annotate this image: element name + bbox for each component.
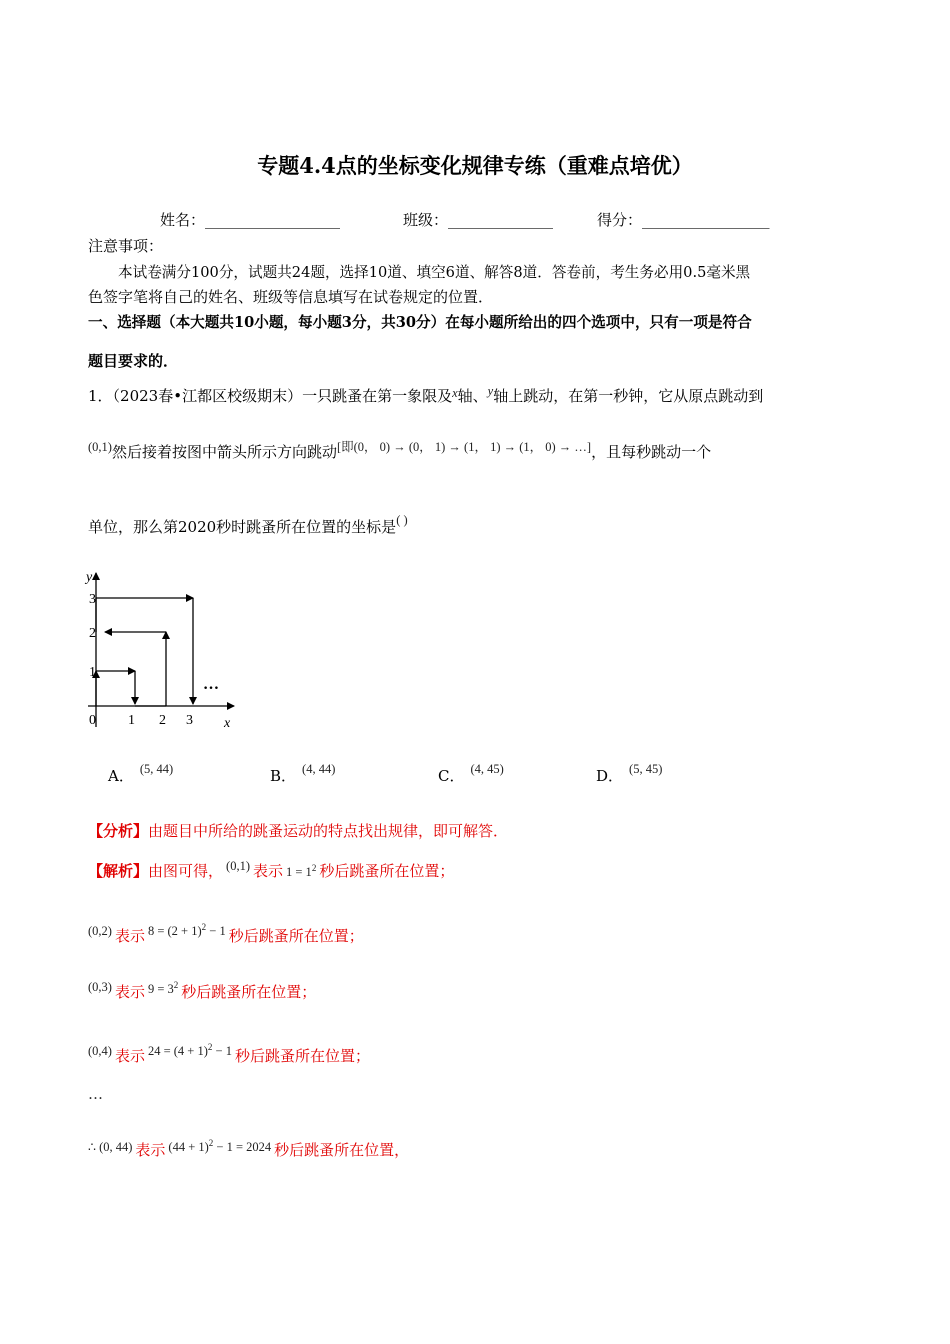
class-field[interactable] bbox=[403, 209, 553, 230]
origin-label: 0 bbox=[89, 713, 96, 728]
analysis-text: 由题目中所给的跳蚤运动的特点找出规律，即可解答． bbox=[148, 822, 509, 840]
analysis-label: 【分析】 bbox=[88, 822, 149, 840]
notice-line-2: 色签字笔将自己的姓名、班级等信息填写在试卷规定的位置． bbox=[88, 288, 494, 306]
option-a-value: (5, 44) bbox=[139, 762, 174, 776]
score-field[interactable] bbox=[597, 209, 770, 230]
solution-line-3: $^{(0,3)}$ 表示 $^{9 = 3^2}$ 秒后跳蚤所在位置； bbox=[88, 980, 317, 1002]
question-1-line-2: $^{(0,1)}$然后接着按图中箭头所示方向跳动[即(0， 0) → (0， 1) → (1， 1) → (1， 0) → …]，且每秒跳动一个 bbox=[88, 440, 712, 461]
section-heading-line-2: 题目要求的． bbox=[88, 352, 179, 370]
answer-blank: ( ) bbox=[396, 513, 408, 527]
question-number: 1． bbox=[88, 387, 113, 405]
option-c[interactable] bbox=[438, 762, 504, 786]
solution-line-2: $^{(0,2)}$ 表示 $^{8 = (2 + 1)^2 - 1}$ 秒后跳蚤所在位置； bbox=[88, 922, 364, 946]
option-d-value: (5, 45) bbox=[629, 762, 663, 776]
jump-sequence: [即(0， 0) → (0， 1) → (1， 1) → (1， 0) → …] bbox=[336, 440, 592, 454]
class-label: 班级： bbox=[403, 211, 449, 229]
flea-jump-figure bbox=[82, 565, 242, 735]
option-b-value: (4, 44) bbox=[302, 762, 336, 776]
analysis-line bbox=[88, 820, 508, 841]
option-b-letter: B． bbox=[270, 767, 297, 785]
y-tick-2: 2 bbox=[89, 626, 96, 641]
start-point: (0,1) bbox=[88, 440, 112, 454]
option-a[interactable] bbox=[108, 762, 173, 786]
score-blank: _________________ bbox=[642, 211, 770, 229]
solution-label: 【解析】 bbox=[88, 862, 149, 880]
name-label: 姓名： bbox=[160, 211, 206, 229]
solution-dots: … bbox=[88, 1085, 103, 1103]
option-c-value: (4, 45) bbox=[470, 762, 504, 776]
solution-line-intro: 【解析】由图可得， $^{(0,1)}$ 表示 $1 = 1^2$ 秒后跳蚤所在位置； bbox=[88, 859, 455, 880]
x-tick-3: 3 bbox=[186, 713, 193, 728]
option-d[interactable] bbox=[596, 762, 662, 786]
y-tick-3: 3 bbox=[89, 592, 96, 607]
name-field[interactable] bbox=[160, 209, 340, 230]
notice-line-1: 本试卷满分100分，试题共24题，选择10道、填空6道、解答8道．答卷前，考生务必用0.5毫米黑 bbox=[118, 264, 751, 281]
option-b[interactable] bbox=[270, 762, 335, 786]
class-blank: ______________ bbox=[448, 211, 554, 229]
option-d-letter: D． bbox=[596, 767, 624, 785]
option-a-letter: A． bbox=[108, 767, 134, 785]
section-heading-line-1: 一、选择题（本大题共10小题，每小题3分，共30分）在每小题所给出的四个选项中，只有一项是符合 bbox=[88, 314, 752, 331]
question-1-line-1: 1．（2023春•江都区校级期末）一只跳蚤在第一象限及$^x$轴、$^y$轴上跳动，在第一秒钟，它从原点跳动到 bbox=[88, 384, 764, 405]
notice-heading: 注意事项： bbox=[88, 237, 164, 255]
var-y: y bbox=[487, 384, 494, 398]
score-label: 得分： bbox=[597, 211, 643, 229]
x-tick-1: 1 bbox=[128, 713, 135, 728]
solution-line-4: $^{(0,4)}$ 表示 $^{24 = (4 + 1)^2 - 1}$ 秒后跳蚤所在位置； bbox=[88, 1042, 370, 1066]
x-axis-label: x bbox=[224, 716, 231, 731]
page-title: 专题4.4点的坐标变化规律专练（重难点培优） bbox=[257, 153, 693, 178]
y-axis-label: y bbox=[86, 570, 93, 585]
name-blank: __________________ bbox=[205, 211, 341, 229]
figure-ellipsis: … bbox=[203, 676, 219, 693]
y-tick-1: 1 bbox=[89, 665, 96, 680]
question-1-line-3: 单位，那么第2020秒时跳蚤所在位置的坐标是( ) bbox=[88, 513, 408, 536]
var-x: x bbox=[452, 386, 458, 400]
solution-conclusion: $^{\therefore (0, 44)}$ 表示 $^{(44 + 1)^2 - 1 = 2024}$ 秒后跳蚤所在位置， bbox=[88, 1138, 410, 1160]
option-c-letter: C． bbox=[438, 767, 465, 785]
x-tick-2: 2 bbox=[159, 713, 166, 728]
